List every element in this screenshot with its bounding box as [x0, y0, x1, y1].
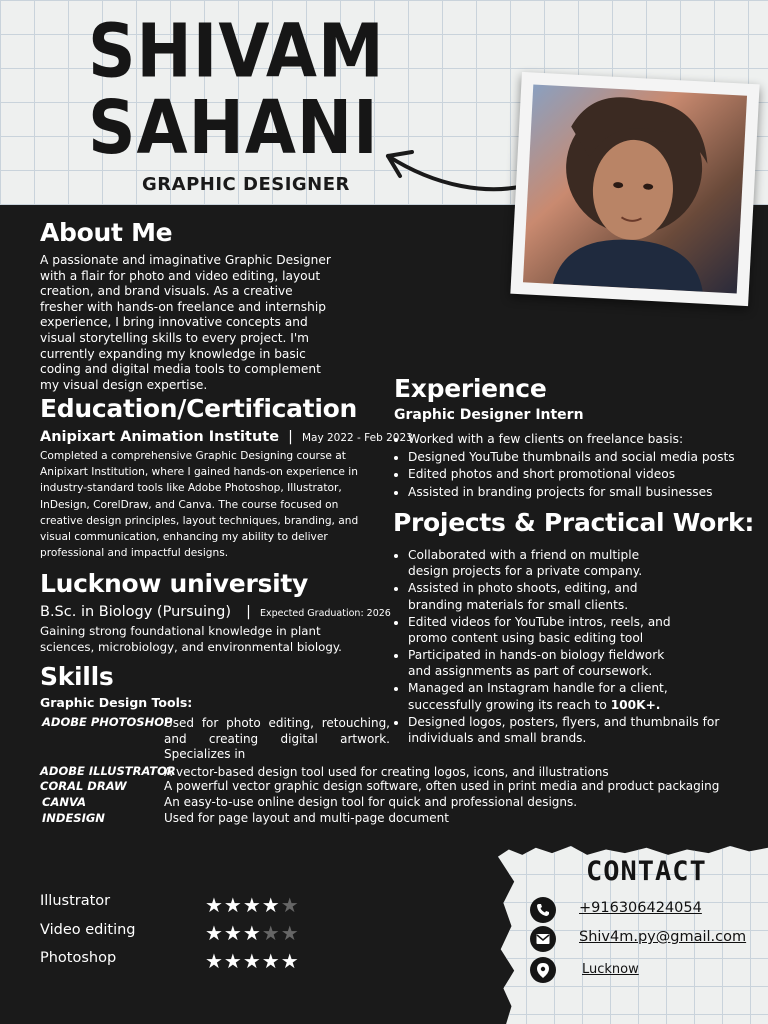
- contact-title: CONTACT: [586, 856, 707, 887]
- phone-icon: [530, 897, 556, 923]
- separator: |: [288, 429, 293, 445]
- phone-link[interactable]: +916306424054: [579, 900, 702, 916]
- tool-desc: A vector-based design tool used for creating logos, icons, and illustrations: [164, 765, 609, 779]
- star-icon: ★: [280, 893, 300, 917]
- star-rating: [205, 921, 300, 945]
- education-header: [40, 426, 413, 445]
- education-text: Completed a comprehensive Graphic Designing course at Anipixart Institution, where I gained hands-on experience in industry-standard tools like Adobe Photoshop, Illustrator, InDesign, CorelDraw, and Canva. The course focused on creative design principles, layout techniques, branding, and visual communication, enhancing my ability to deliver professional and impactful designs.: [40, 450, 359, 560]
- list-item: • Participated in hands-on biology fieldwork and assignments as part of coursework.: [408, 647, 683, 680]
- tool-name: ADOBE PHOTOSHOP: [42, 715, 173, 729]
- tool-desc: A powerful vector graphic design software, often used in print media and product packaging: [164, 779, 720, 793]
- email-link[interactable]: Shiv4m.py@gmail.com: [579, 929, 747, 945]
- star-rating: [205, 893, 300, 917]
- list-item: [408, 680, 718, 713]
- tool-name: CANVA: [42, 795, 86, 809]
- experience-list: [394, 431, 748, 501]
- tool-desc: Used for photo editing, retouching, and creating digital artwork. Specializes in: [164, 716, 390, 761]
- person-name: [88, 8, 385, 171]
- experience-title: Experience: [394, 374, 547, 403]
- reach-value: 100K+.: [610, 697, 661, 712]
- about-title: About Me: [40, 218, 173, 247]
- rating-label: Illustrator: [40, 893, 111, 909]
- tool-name: CORAL DRAW: [40, 779, 127, 793]
- tool-name: ADOBE ILLUSTRATOR: [40, 764, 176, 778]
- tool-name: INDESIGN: [42, 811, 105, 825]
- star-icon: ★★: [261, 921, 300, 945]
- star-icon: ★★★★: [205, 893, 281, 917]
- project-text: Managed an Instagram handle for a client, successfully growing its reach to: [408, 681, 668, 712]
- projects-list: [394, 547, 768, 747]
- experience-role: Graphic Designer Intern: [394, 407, 584, 423]
- profile-photo-image: [523, 85, 747, 294]
- graduation-date: Expected Graduation: 2026: [259, 608, 391, 619]
- list-item: • Assisted in photo shoots, editing, and branding materials for small clients.: [408, 580, 683, 613]
- projects-title: Projects & Practical Work:: [393, 508, 755, 537]
- about-text: A passionate and imaginative Graphic Designer with a flair for photo and video editing, layout creation, and brand visuals. As a creative fresher with hands-on freelance and internship experience, I bring innovative concepts and visual storytelling skills to every project. I'm currently expanding my knowledge in basic coding and digital media tools to complement my visual design expertise.: [40, 253, 331, 392]
- education-title: Education/Certification: [40, 394, 357, 423]
- skills-title: Skills: [40, 662, 114, 691]
- skills-subtitle: Graphic Design Tools:: [40, 695, 193, 710]
- star-icon: ★★★★★: [205, 949, 300, 973]
- email-icon: [530, 926, 556, 952]
- institute-name: Anipixart Animation Institute: [40, 429, 280, 445]
- university-title: Lucknow university: [40, 569, 308, 598]
- rating-label: Video editing: [40, 922, 136, 938]
- name-line-1: SHIVAM: [88, 8, 385, 95]
- star-rating: [205, 949, 300, 973]
- list-item: • Assisted in branding projects for small businesses: [408, 484, 748, 502]
- education-dates: May 2022 - Feb 2023: [301, 432, 413, 444]
- university-text: Gaining strong foundational knowledge in plant sciences, microbiology, and environmental biology.: [40, 624, 342, 654]
- star-icon: ★★★: [205, 921, 262, 945]
- tool-desc: An easy-to-use online design tool for quick and professional designs.: [164, 795, 578, 809]
- list-item: • Edited photos and short promotional videos: [408, 466, 748, 484]
- arrow-icon: [378, 142, 528, 202]
- list-item: • Edited videos for YouTube intros, reels, and promo content using basic editing tool: [408, 614, 698, 647]
- degree-line: [40, 601, 391, 620]
- list-item: • Designed logos, posters, flyers, and thumbnails for individuals and small brands.: [408, 714, 768, 747]
- portrait-icon: [523, 85, 747, 294]
- list-item: • Worked with a few clients on freelance basis:: [408, 431, 748, 449]
- list-item: • Designed YouTube thumbnails and social media posts: [408, 449, 748, 467]
- name-line-2: SAHANI: [88, 84, 379, 171]
- profile-photo: [510, 72, 759, 306]
- location-link[interactable]: Lucknow: [582, 962, 639, 977]
- tool-desc: Used for page layout and multi-page document: [164, 811, 449, 825]
- location-icon: [530, 957, 556, 983]
- degree: B.Sc. in Biology (Pursuing): [40, 604, 232, 620]
- list-item: • Collaborated with a friend on multiple design projects for a private company.: [408, 547, 678, 580]
- job-title: GRAPHIC DESIGNER: [142, 174, 350, 195]
- separator: |: [246, 604, 251, 620]
- rating-label: Photoshop: [40, 950, 117, 966]
